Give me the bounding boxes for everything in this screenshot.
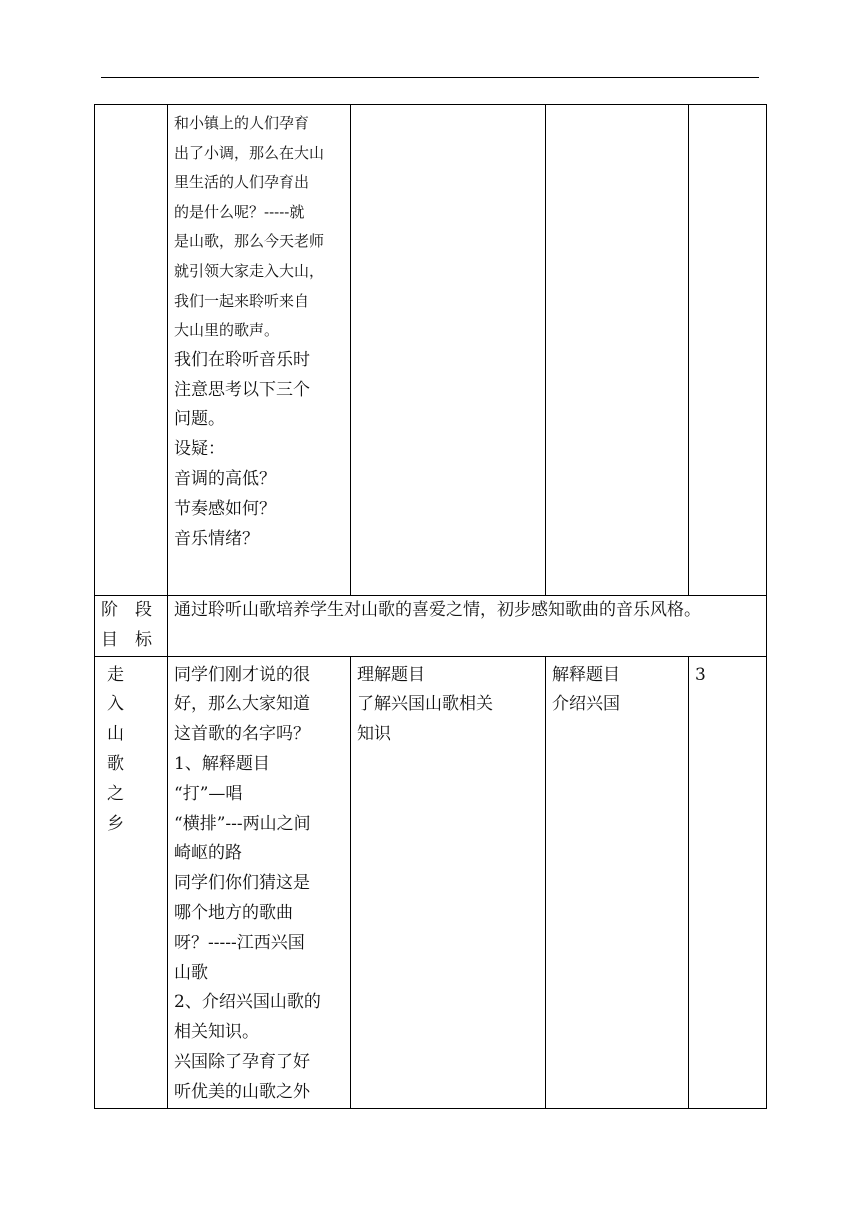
design-intent-cell-empty: [546, 105, 689, 596]
stage-char: 乡: [107, 813, 124, 834]
goal-label-line2: 目 标: [101, 629, 152, 650]
table-row: [95, 656, 767, 1108]
time-minutes: 3: [695, 664, 706, 685]
stage-char: 入: [107, 694, 124, 715]
goal-text-cell: [168, 596, 767, 657]
student-activity-cell-empty: [351, 105, 546, 596]
student-activity-cell: 理解题目 了解兴国山歌相关 知识: [351, 656, 546, 1108]
time-minutes-cell: [689, 656, 767, 1108]
stage-cell-empty: [95, 105, 168, 596]
stage-char: 歌: [107, 753, 124, 774]
stage-char: 之: [107, 783, 124, 804]
teacher-activity-text-small: 和小镇上的人们孕育 出了小调，那么在大山 里生活的人们孕育出 的是什么呢？-----就 是山歌，那么今天老师 就引领大家走入大山， 我们一起来聆听来自 大山里的歌声。: [174, 114, 325, 340]
teacher-activity-cell: 同学们刚才说的很 好，那么大家知道 这首歌的名字吗？ 1、解释题目 “打”—唱 “横排”---两山之间 崎岖的路 同学们你们猜这是 哪个地方的歌曲 呀？-----江西兴国 山歌 2、介绍兴国山歌的 相关知识。 兴国除了孕育了好 听优美的山歌之外: [168, 656, 351, 1108]
goal-label-cell: [95, 596, 168, 657]
goal-label-line1: 阶 段: [101, 600, 152, 620]
time-cell-empty: [689, 105, 767, 596]
stage-char: 山: [107, 724, 124, 745]
header-rule: [101, 77, 759, 78]
lesson-plan-table: [94, 104, 767, 1109]
design-intent-cell: 解释题目 介绍兴国: [546, 656, 689, 1108]
table-row-goal: [95, 596, 767, 657]
table-row: [95, 105, 767, 596]
teacher-activity-text: 我们在聆听音乐时 注意思考以下三个 问题。 设疑： 音调的高低？ 节奏感如何？ 音乐情绪？: [174, 349, 310, 549]
stage-char: 走: [107, 664, 124, 685]
teacher-activity-cell: [168, 105, 351, 596]
stage-name-cell: [95, 656, 168, 1108]
goal-text: 通过聆听山歌培养学生对山歌的喜爱之情，初步感知歌曲的音乐风格。: [174, 600, 701, 620]
